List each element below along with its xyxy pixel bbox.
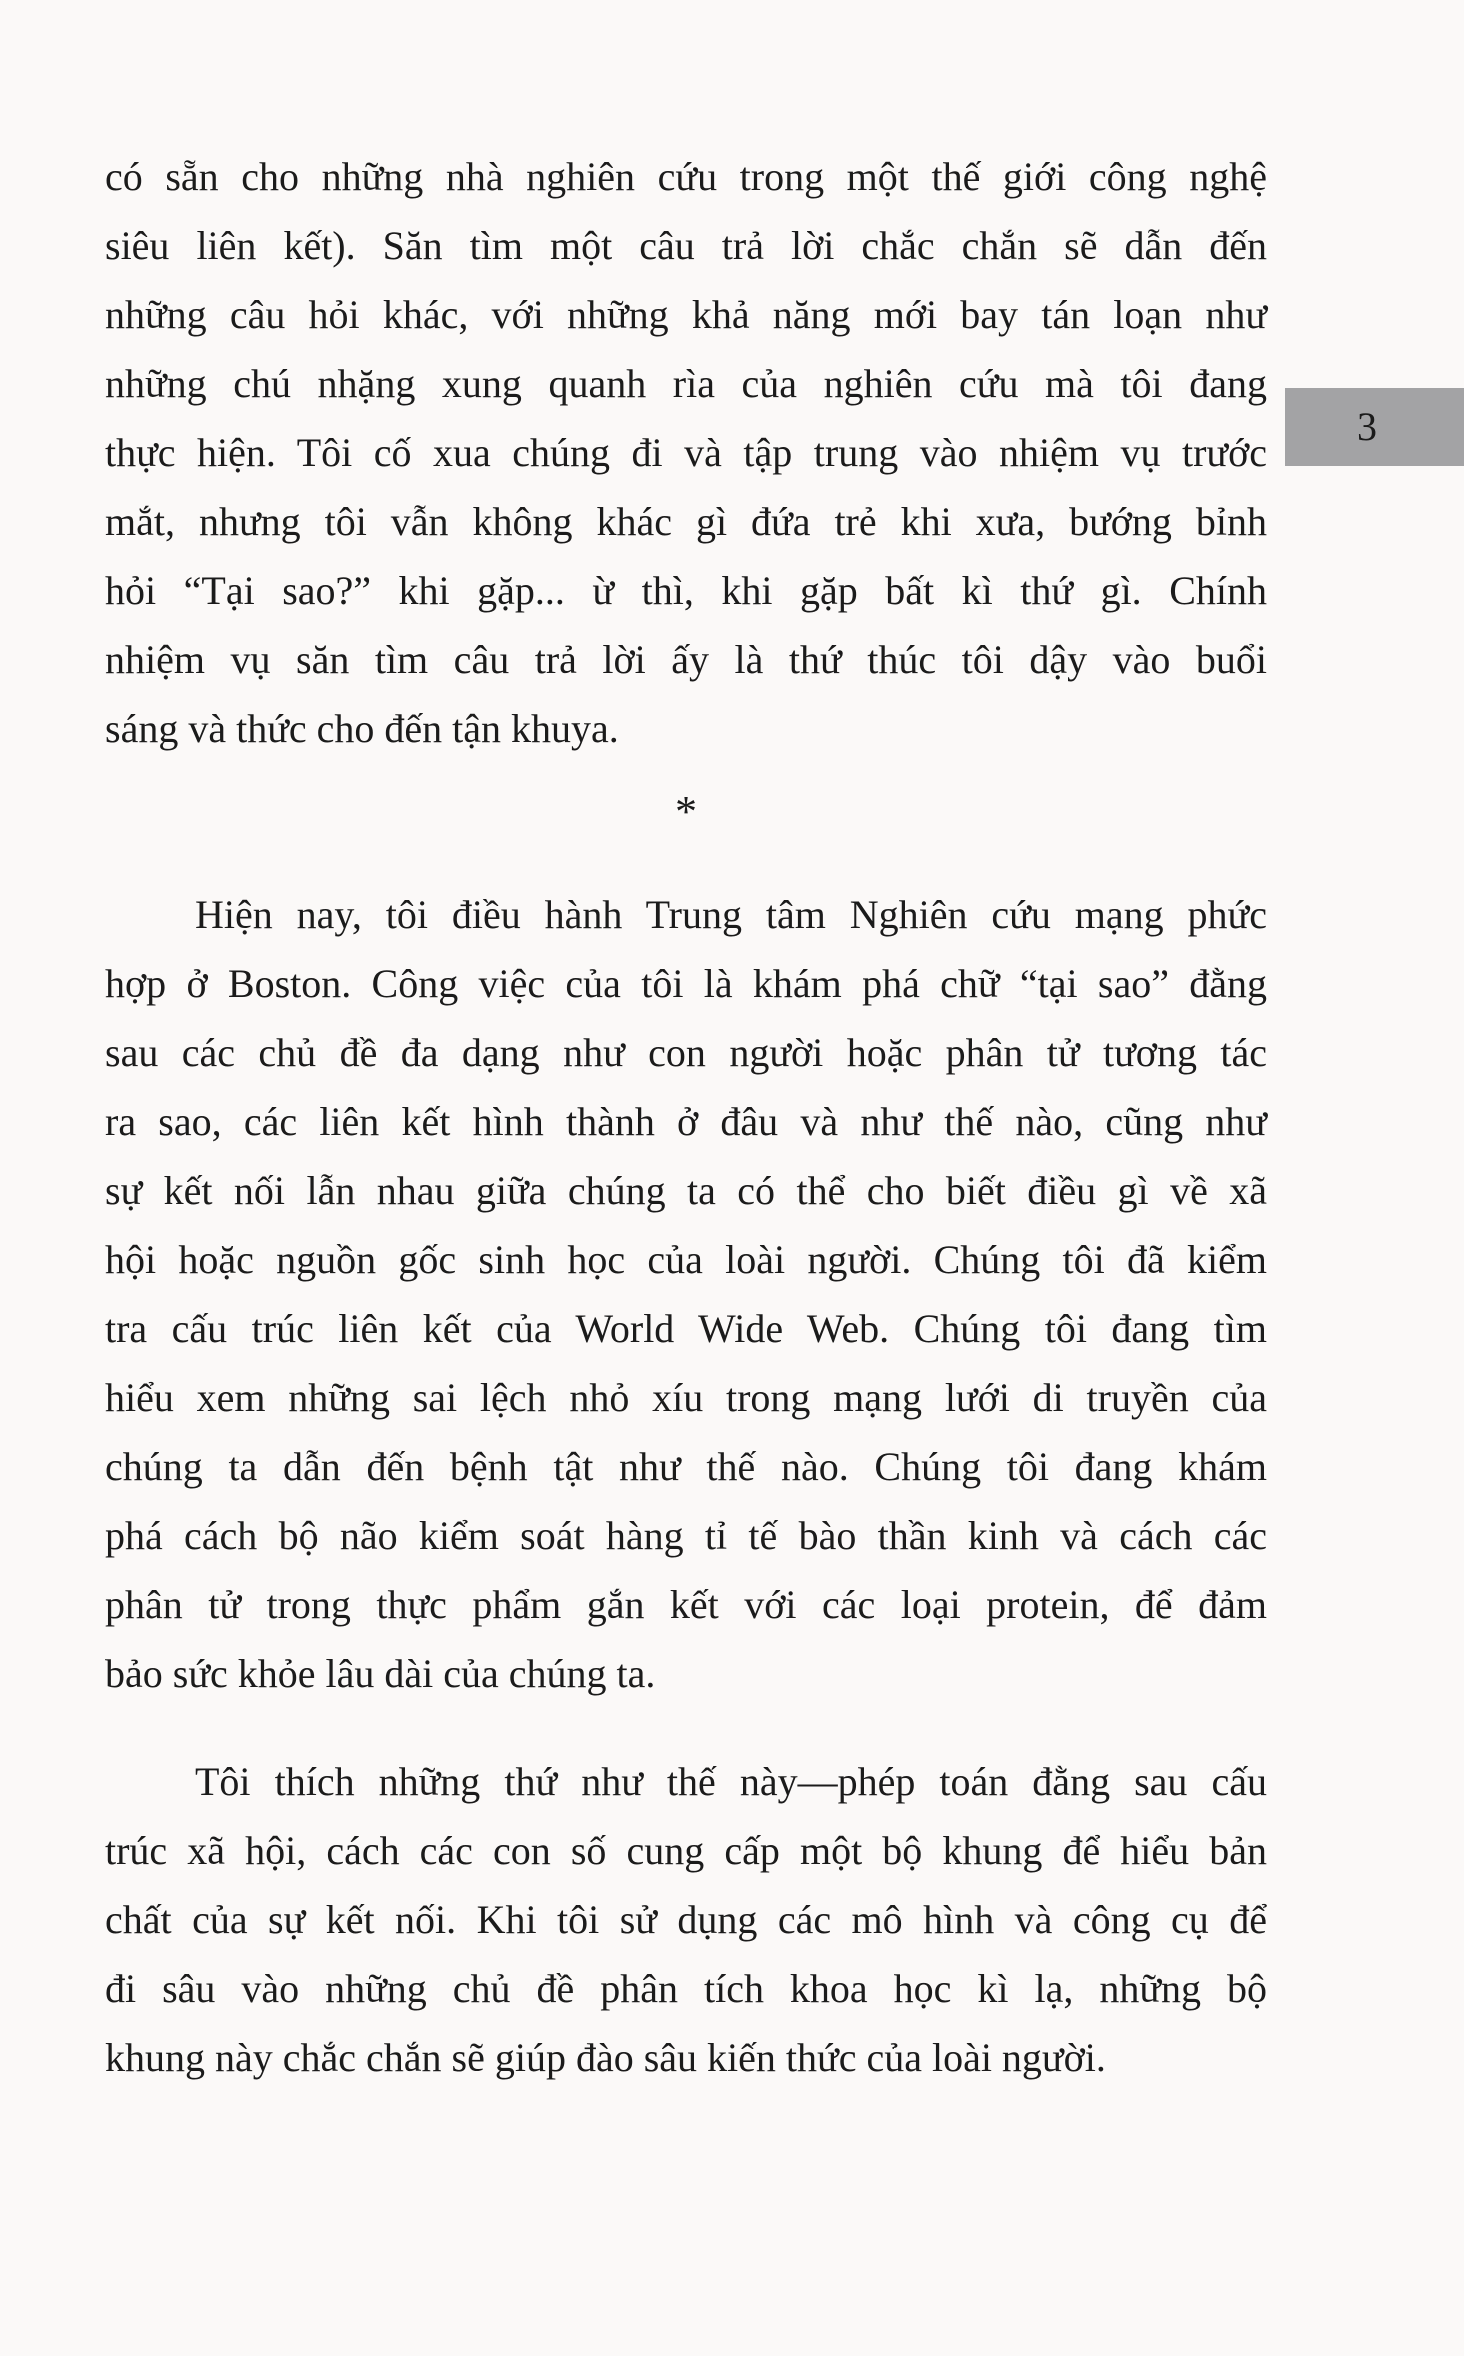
paragraph-3: [105, 1747, 1267, 2092]
text-line: đi sâu vào những chủ đề phân tích khoa học kì lạ, những bộ: [105, 1966, 1267, 2011]
text-line: chúng ta dẫn đến bệnh tật như thế nào. Chúng tôi đang khám: [105, 1444, 1267, 1489]
text-line: hội hoặc nguồn gốc sinh học của loài người. Chúng tôi đã kiểm: [105, 1237, 1267, 1282]
text-line: thực hiện. Tôi cố xua chúng đi và tập trung vào nhiệm vụ trước: [105, 430, 1267, 475]
text-line: những chú nhặng xung quanh rìa của nghiên cứu mà tôi đang: [105, 361, 1267, 406]
page-number: 3: [1357, 404, 1377, 449]
text-line: phá cách bộ não kiểm soát hàng tỉ tế bào thần kinh và cách các: [105, 1513, 1267, 1558]
text-line: tra cấu trúc liên kết của World Wide Web. Chúng tôi đang tìm: [105, 1306, 1267, 1351]
text-line: mắt, nhưng tôi vẫn không khác gì đứa trẻ khi xưa, bướng bỉnh: [105, 499, 1267, 544]
text-line: Tôi thích những thứ như thế này—phép toán đằng sau cấu: [195, 1759, 1267, 1804]
text-line: hỏi “Tại sao?” khi gặp... ừ thì, khi gặp bất kì thứ gì. Chính: [105, 568, 1267, 613]
paragraph-2: [105, 880, 1267, 1708]
text-line: sáng và thức cho đến tận khuya.: [105, 706, 619, 751]
text-line: khung này chắc chắn sẽ giúp đào sâu kiến thức của loài người.: [105, 2035, 1106, 2080]
text-line: có sẵn cho những nhà nghiên cứu trong một thế giới công nghệ: [105, 154, 1267, 199]
text-line: những câu hỏi khác, với những khả năng mới bay tán loạn như: [105, 292, 1267, 337]
text-line: siêu liên kết). Săn tìm một câu trả lời chắc chắn sẽ dẫn đến: [105, 223, 1267, 268]
text-line: sau các chủ đề đa dạng như con người hoặc phân tử tương tác: [105, 1030, 1267, 1075]
text-line: hợp ở Boston. Công việc của tôi là khám phá chữ “tại sao” đằng: [105, 961, 1267, 1006]
text-line: ra sao, các liên kết hình thành ở đâu và như thế nào, cũng như: [105, 1099, 1267, 1144]
text-line: Hiện nay, tôi điều hành Trung tâm Nghiên cứu mạng phức: [195, 892, 1267, 937]
text-line: sự kết nối lẫn nhau giữa chúng ta có thể cho biết điều gì về xã: [105, 1168, 1267, 1213]
text-line: trúc xã hội, cách các con số cung cấp một bộ khung để hiểu bản: [105, 1828, 1267, 1873]
text-line: chất của sự kết nối. Khi tôi sử dụng các mô hình và công cụ để: [105, 1897, 1267, 1942]
text-line: bảo sức khỏe lâu dài của chúng ta.: [105, 1651, 656, 1696]
text-line: hiểu xem những sai lệch nhỏ xíu trong mạng lưới di truyền của: [105, 1375, 1267, 1420]
chapter-tab: [1285, 388, 1464, 466]
text-line: phân tử trong thực phẩm gắn kết với các loại protein, để đảm: [105, 1582, 1267, 1627]
section-separator: *: [675, 787, 697, 836]
paragraph-1: [105, 142, 1267, 763]
text-line: nhiệm vụ săn tìm câu trả lời ấy là thứ thúc tôi dậy vào buổi: [105, 637, 1267, 682]
